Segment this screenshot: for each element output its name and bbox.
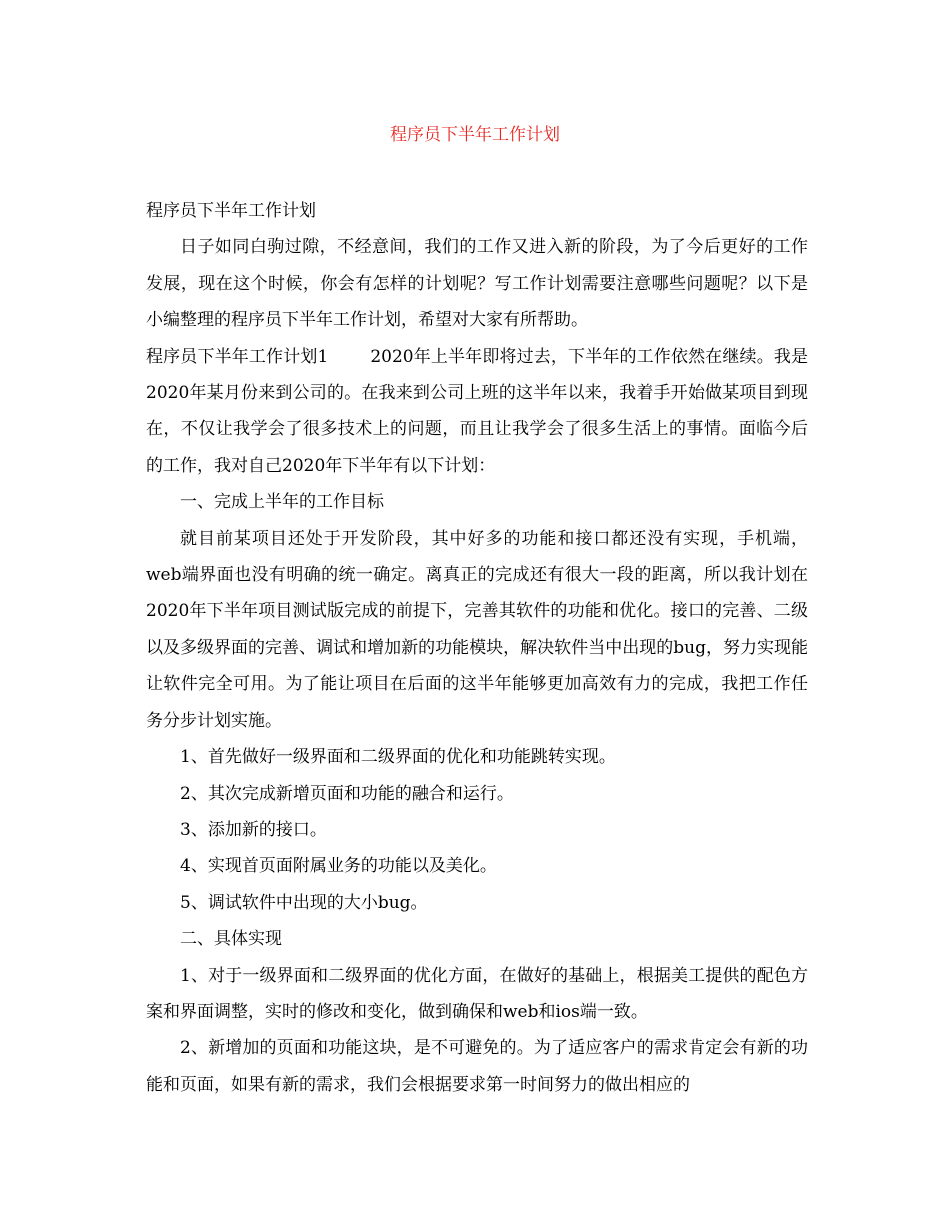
section1-item: 5、调试软件中出现的大小bug。 — [180, 892, 428, 913]
plan1-text: 2020年上半年即将过去，下半年的工作依然在继续。我是2020年某月份来到公司的。在我来到公司上班的这半年以来，我着手开始做某项目到现在，不仅让我学会了很多技术上的问题，而且让我学会了很多生活上的事情。面临今后的工作，我对自己2020年下半年有以下计划： — [146, 346, 808, 476]
document-subtitle: 程序员下半年工作计划 — [146, 201, 316, 221]
section1-item: 2、其次完成新增页面和功能的融合和运行。 — [180, 783, 514, 804]
section2-item: 2、新增加的页面和功能这块，是不可避免的。为了适应客户的需求肯定会有新的功能和页面，如果有新的需求，我们会根据要求第一时间努力的做出相应的 — [146, 1038, 808, 1095]
document-body — [146, 193, 808, 1103]
section1-item: 4、实现首页面附属业务的功能以及美化。 — [180, 856, 497, 877]
section1-heading: 一、完成上半年的工作目标 — [180, 492, 384, 513]
section2-item: 1、对于一级界面和二级界面的优化方面，在做好的基础上，根据美工提供的配色方案和界面调整，实时的修改和变化，做到确保和web和ios端一致。 — [146, 965, 808, 1022]
document-title: 程序员下半年工作计划 — [390, 125, 560, 145]
section1-item: 3、添加新的接口。 — [180, 819, 327, 840]
plan1-paragraph — [146, 339, 808, 485]
intro-paragraph: 日子如同白驹过隙，不经意间，我们的工作又进入新的阶段，为了今后更好的工作发展，现在这个时候，你会有怎样的计划呢？写工作计划需要注意哪些问题呢？以下是小编整理的程序员下半年工作计划，希望对大家有所帮助。 — [146, 237, 808, 331]
section1-paragraph: 就目前某项目还处于开发阶段，其中好多的功能和接口都还没有实现，手机端，web端界面也没有明确的统一确定。离真正的完成还有很大一段的距离，所以我计划在2020年下半年项目测试版完成的前提下，完善其软件的功能和优化。接口的完善、二级以及多级界面的完善、调试和增加新的功能模块，解决软件当中出现的bug，努力实现能让软件完全可用。为了能让项目在后面的这半年能够更加高效有力的完成，我把工作任务分步计划实施。 — [146, 528, 808, 731]
plan1-label: 程序员下半年工作计划1 — [146, 346, 329, 367]
section2-heading: 二、具体实现 — [180, 929, 282, 950]
section1-item: 1、首先做好一级界面和二级界面的优化和功能跳转实现。 — [180, 747, 616, 768]
